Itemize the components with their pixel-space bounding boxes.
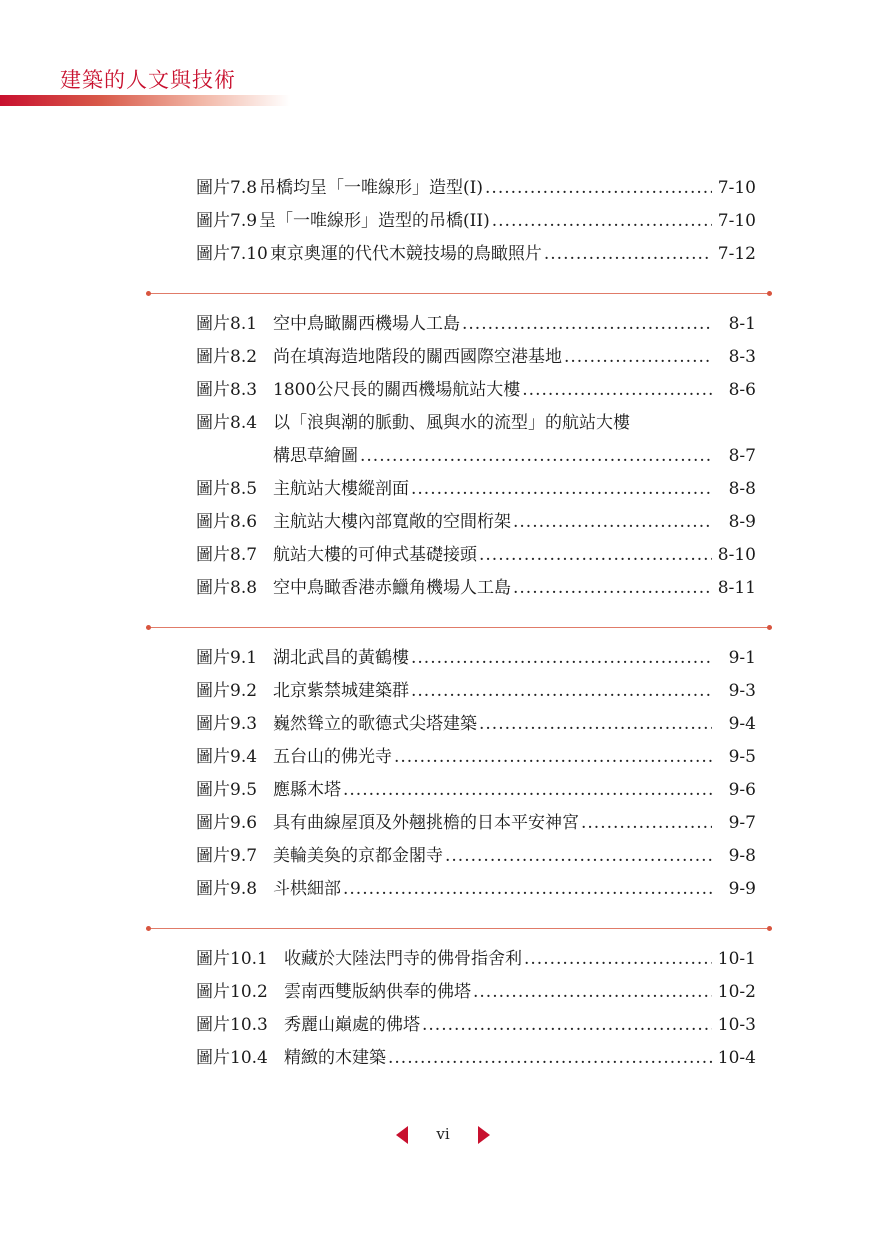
page-ref: 9-8 (728, 846, 756, 866)
book-title: 建築的人文與技術 (60, 68, 236, 92)
dot-leader (394, 741, 712, 774)
figure-list (196, 172, 756, 1075)
previous-page-icon[interactable] (396, 1126, 408, 1144)
dot-leader (485, 172, 712, 205)
dot-leader (492, 205, 712, 238)
toc-entry[interactable] (196, 572, 756, 605)
figure-number: 圖片8.8 (196, 578, 258, 598)
dot-leader (522, 374, 712, 407)
figure-title: 美輪美奐的京都金閣寺 (273, 846, 443, 866)
toc-entry[interactable] (196, 741, 756, 774)
chapter-7-figures (196, 172, 756, 271)
toc-entry[interactable] (196, 774, 756, 807)
figure-title: 斗栱細部 (273, 879, 341, 899)
toc-entry[interactable] (196, 642, 756, 675)
toc-entry[interactable] (196, 1009, 756, 1042)
figure-number: 圖片8.4 (196, 413, 258, 433)
page-ref: 10-1 (717, 949, 756, 969)
dot-leader (581, 807, 712, 840)
figure-number: 圖片7.9 (196, 211, 258, 231)
page-ref: 8-11 (717, 578, 756, 598)
toc-entry[interactable] (196, 943, 756, 976)
figure-title: 秀麗山巔處的佛塔 (284, 1015, 420, 1035)
dot-leader (544, 238, 712, 271)
figure-number: 圖片9.4 (196, 747, 258, 767)
figure-number: 圖片8.1 (196, 314, 258, 334)
page-ref: 10-2 (717, 982, 756, 1002)
figure-number: 圖片9.6 (196, 813, 258, 833)
dot-leader (388, 1042, 712, 1075)
dot-leader (411, 675, 712, 708)
figure-number: 圖片8.6 (196, 512, 258, 532)
figure-title: 1800公尺長的關西機場航站大樓 (273, 380, 521, 400)
header-accent-bar (0, 95, 290, 106)
dot-leader (473, 976, 712, 1009)
page-number: vi (436, 1125, 450, 1143)
toc-entry[interactable] (196, 840, 756, 873)
dot-leader (445, 840, 712, 873)
figure-title: 雲南西雙版納供奉的佛塔 (284, 982, 471, 1002)
page-ref: 10-4 (717, 1048, 756, 1068)
page-ref: 8-6 (728, 380, 756, 400)
page-ref: 8-8 (728, 479, 756, 499)
figure-title: 空中鳥瞰香港赤鱲角機場人工島 (273, 578, 511, 598)
figure-title: 巍然聳立的歌德式尖塔建築 (273, 714, 477, 734)
toc-entry[interactable] (196, 238, 756, 271)
dot-leader (524, 943, 712, 976)
figure-number: 圖片10.4 (196, 1048, 268, 1068)
figure-title: 北京紫禁城建築群 (273, 681, 409, 701)
figure-title: 東京奧運的代代木競技場的鳥瞰照片 (269, 244, 542, 264)
page-ref: 8-9 (728, 512, 756, 532)
section-divider (146, 928, 772, 929)
figure-number: 圖片10.3 (196, 1015, 268, 1035)
toc-entry[interactable] (196, 807, 756, 840)
dot-leader (462, 308, 712, 341)
dot-leader (343, 774, 712, 807)
figure-number: 圖片9.1 (196, 648, 258, 668)
figure-number: 圖片7.10 (196, 244, 268, 264)
figure-title: 空中鳥瞰關西機場人工島 (273, 314, 460, 334)
toc-entry[interactable] (196, 506, 756, 539)
figure-number: 圖片10.1 (196, 949, 268, 969)
chapter-8-figures (196, 308, 756, 605)
dot-leader (513, 572, 712, 605)
chapter-10-figures (196, 943, 756, 1075)
toc-entry[interactable] (196, 539, 756, 572)
page-ref: 9-7 (728, 813, 756, 833)
figure-number: 圖片8.3 (196, 380, 258, 400)
figure-number: 圖片9.8 (196, 879, 258, 899)
figure-title: 精緻的木建築 (284, 1048, 386, 1068)
figure-title: 吊橋均呈「一唯線形」造型(I) (259, 178, 484, 198)
page-ref: 8-1 (728, 314, 756, 334)
figure-title: 應縣木塔 (273, 780, 341, 800)
page-ref: 7-10 (717, 178, 756, 198)
page-ref: 8-7 (728, 446, 756, 466)
page-ref: 9-9 (728, 879, 756, 899)
chapter-9-figures (196, 642, 756, 906)
toc-entry[interactable] (196, 873, 756, 906)
page-ref: 7-12 (717, 244, 756, 264)
dot-leader (422, 1009, 712, 1042)
dot-leader (411, 642, 712, 675)
figure-number: 圖片7.8 (196, 178, 258, 198)
figure-title: 尚在填海造地階段的關西國際空港基地 (273, 347, 562, 367)
toc-entry[interactable] (196, 976, 756, 1009)
figure-number: 圖片8.7 (196, 545, 258, 565)
page-ref: 8-10 (717, 545, 756, 565)
figure-title: 湖北武昌的黃鶴樓 (273, 648, 409, 668)
page-ref: 10-3 (717, 1015, 756, 1035)
page-ref: 9-4 (728, 714, 756, 734)
toc-entry-continuation[interactable] (196, 440, 756, 473)
page-ref: 9-1 (728, 648, 756, 668)
figure-title: 以「浪與潮的脈動、風與水的流型」的航站大樓 (273, 413, 630, 433)
figure-title: 航站大樓的可伸式基礎接頭 (273, 545, 477, 565)
figure-title: 五台山的佛光寺 (273, 747, 392, 767)
figure-number: 圖片8.5 (196, 479, 258, 499)
page-ref: 9-6 (728, 780, 756, 800)
page-ref: 9-3 (728, 681, 756, 701)
figure-number: 圖片10.2 (196, 982, 268, 1002)
toc-entry[interactable] (196, 708, 756, 741)
dot-leader (343, 873, 712, 906)
toc-entry[interactable] (196, 205, 756, 238)
dot-leader (479, 539, 712, 572)
toc-entry[interactable] (196, 675, 756, 708)
dot-leader (479, 708, 712, 741)
toc-entry[interactable] (196, 374, 756, 407)
toc-entry[interactable] (196, 1042, 756, 1075)
toc-entry[interactable] (196, 172, 756, 205)
section-divider (146, 293, 772, 294)
figure-number: 圖片8.2 (196, 347, 258, 367)
figure-number: 圖片9.3 (196, 714, 258, 734)
figure-title-continued: 構思草繪圖 (273, 446, 358, 466)
dot-leader (360, 440, 712, 473)
dot-leader (411, 473, 712, 506)
toc-entry[interactable] (196, 308, 756, 341)
dot-leader (564, 341, 712, 374)
figure-number: 圖片9.7 (196, 846, 258, 866)
figure-title: 呈「一唯線形」造型的吊橋(II) (259, 211, 490, 231)
section-divider (146, 627, 772, 628)
page-ref: 7-10 (717, 211, 756, 231)
figure-title: 主航站大樓內部寬敞的空間桁架 (273, 512, 511, 532)
toc-entry[interactable] (196, 341, 756, 374)
toc-entry[interactable] (196, 407, 756, 440)
figure-number: 圖片9.5 (196, 780, 258, 800)
figure-title: 主航站大樓縱剖面 (273, 479, 409, 499)
toc-entry[interactable] (196, 473, 756, 506)
page-ref: 8-3 (728, 347, 756, 367)
page-ref: 9-5 (728, 747, 756, 767)
figure-number: 圖片9.2 (196, 681, 258, 701)
figure-title: 具有曲線屋頂及外翹挑檐的日本平安神宮 (273, 813, 579, 833)
dot-leader (513, 506, 712, 539)
next-page-icon[interactable] (478, 1126, 490, 1144)
figure-title: 收藏於大陸法門寺的佛骨指舍利 (284, 949, 522, 969)
